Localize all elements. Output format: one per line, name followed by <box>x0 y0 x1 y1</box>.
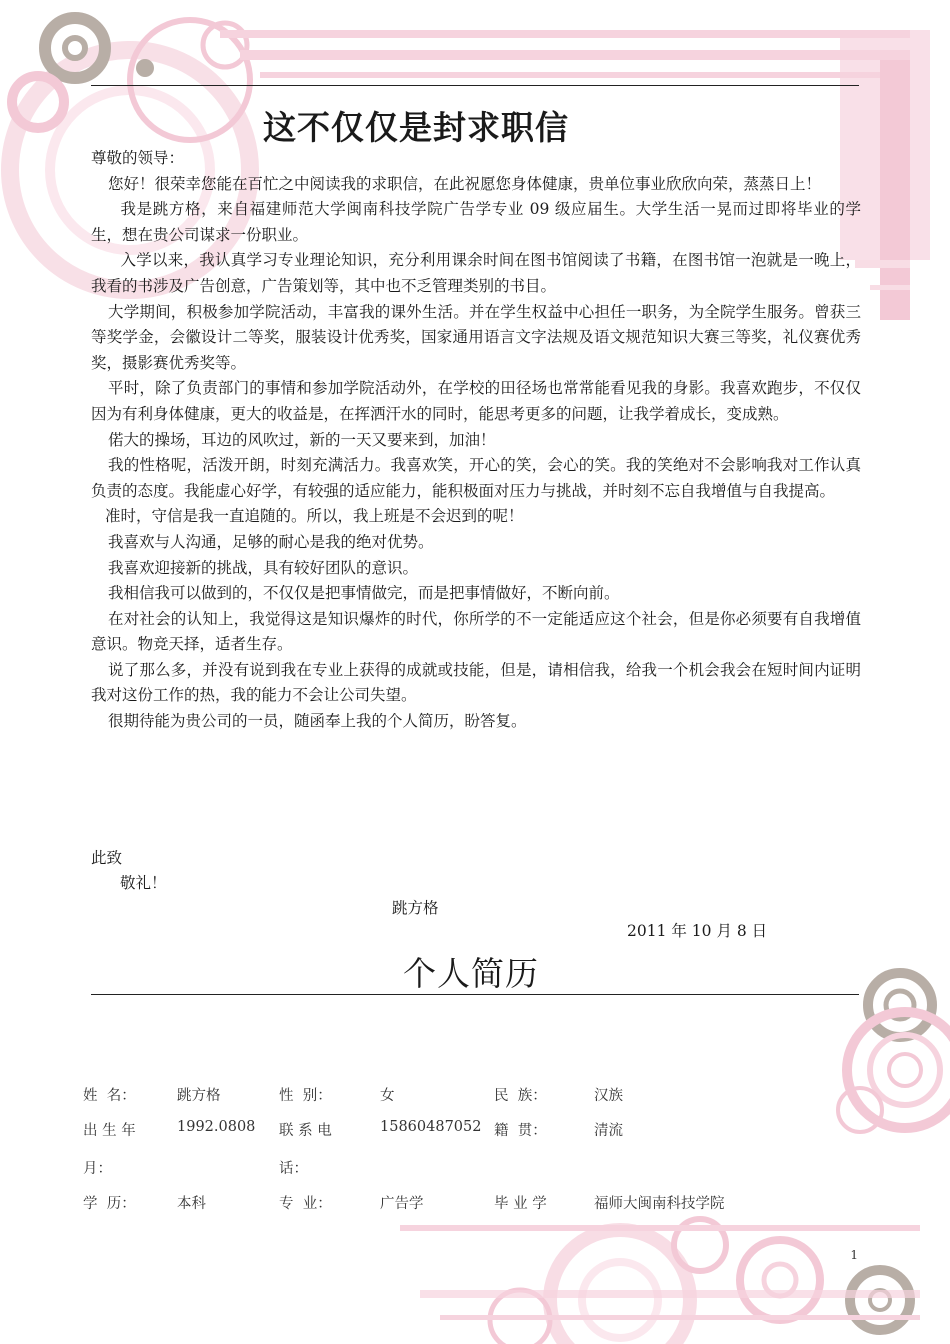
school-value: 福师大闽南科技学院 <box>594 1196 725 1212</box>
letter-salutation: 尊敬的领导： <box>91 149 185 167</box>
name-value: 跳方格 <box>177 1088 221 1104</box>
letter-paragraph: 我喜欢与人沟通，足够的耐心是我的绝对优势。 <box>108 532 434 551</box>
hometown-value: 清流 <box>594 1123 623 1139</box>
letter-paragraph: 您好！很荣幸您能在百忙之中阅读我的求职信，在此祝愿您身体健康，贵单位事业欣欣向荣，蒸蒸日上！ <box>108 174 822 193</box>
letter-paragraph: 平时，除了负责部门的事情和参加学院活动外，在学校的田径场也常常能看见我的身影。我喜欢跑步，不仅仅因为有利身体健康，更大的收益是，在挥洒汗水的同时，能思考更多的问题，让我学着成长，变成熟。 <box>91 379 861 423</box>
ethnicity-label: 民 族： <box>494 1088 547 1104</box>
birth-label: 出 生 年 <box>83 1123 136 1139</box>
closing-line-2: 敬礼！ <box>120 874 167 892</box>
letter-paragraph: 入学以来，我认真学习专业理论知识，充分利用课余时间在图书馆阅读了书籍，在图书馆一泡就是一晚上，我看的书涉及广告创意，广告策划等，其中也不乏管理类别的书目。 <box>91 251 861 295</box>
signature: 跳方格 <box>392 899 439 917</box>
letter-paragraph: 我喜欢迎接新的挑战，具有较好团队的意识。 <box>108 558 419 577</box>
letter-paragraph: 我的性格呢，活泼开朗，时刻充满活力。我喜欢笑，开心的笑，会心的笑。我的笑绝对不会影响我对工作认真负责的态度。我能虚心好学，有较强的适应能力，能积极面对压力与挑战，并时刻不忘自我增值与自我提高。 <box>91 456 861 500</box>
letter-date: 2011 年 10 月 8 日 <box>627 922 768 940</box>
hometown-label: 籍 贯： <box>494 1123 547 1139</box>
resume-title: 个人简历 <box>403 954 539 993</box>
phone-value: 15860487052 <box>380 1119 482 1135</box>
top-rule <box>91 85 859 86</box>
letter-paragraph: 偌大的操场，耳边的风吹过，新的一天又要来到，加油！ <box>108 430 496 449</box>
letter-paragraph: 准时，守信是我一直追随的。所以，我上班是不会迟到的呢！ <box>104 507 524 526</box>
closing-line-1: 此致 <box>91 849 123 867</box>
phone-label-continued: 话： <box>279 1161 308 1177</box>
letter-paragraph: 很期待能为贵公司的一员，随函奉上我的个人简历，盼答复。 <box>108 712 527 731</box>
letter-paragraph: 大学期间，积极参加学院活动，丰富我的课外生活。并在学生权益中心担任一职务，为全院学生服务。曾获三等奖学金，会徽设计二等奖，服装设计优秀奖，国家通用语言文字法规及语文规范知识大赛三等奖，礼仪赛优秀奖，摄影赛优秀奖等。 <box>91 302 861 372</box>
letter-title: 这不仅仅是封求职信 <box>263 108 569 147</box>
ethnicity-value: 汉族 <box>594 1088 623 1104</box>
gender-label: 性 别： <box>279 1088 332 1104</box>
education-value: 本科 <box>177 1196 206 1212</box>
phone-label: 联 系 电 <box>279 1123 332 1139</box>
letter-paragraph: 说了那么多，并没有说到我在专业上获得的成就或技能，但是，请相信我，给我一个机会我会在短时间内证明我对这份工作的热，我的能力不会让公司失望。 <box>91 660 861 705</box>
gender-value: 女 <box>380 1088 395 1104</box>
school-label: 毕 业 学 <box>494 1196 547 1212</box>
letter-paragraph: 在对社会的认知上，我觉得这是知识爆炸的时代，你所学的不一定能适应这个社会，但是你必须要有自我增值意识。物竞天择，适者生存。 <box>91 609 861 654</box>
major-value: 广告学 <box>380 1196 424 1212</box>
birth-value: 1992.0808 <box>177 1119 256 1135</box>
cover-letter-body <box>91 146 861 735</box>
page-number: 1 <box>850 1248 858 1262</box>
education-label: 学 历： <box>83 1196 136 1212</box>
name-label: 姓 名： <box>83 1088 136 1104</box>
letter-paragraph: 我相信我可以做到的，不仅仅是把事情做完，而是把事情做好，不断向前。 <box>108 584 620 603</box>
letter-paragraph: 我是跳方格，来自福建师范大学闽南科技学院广告学专业 09 级应届生。大学生活一晃而过即将毕业的学生，想在贵公司谋求一份职业。 <box>91 200 861 244</box>
resume-rule <box>91 994 859 995</box>
major-label: 专 业： <box>279 1196 332 1212</box>
birth-label-continued: 月： <box>83 1161 112 1177</box>
